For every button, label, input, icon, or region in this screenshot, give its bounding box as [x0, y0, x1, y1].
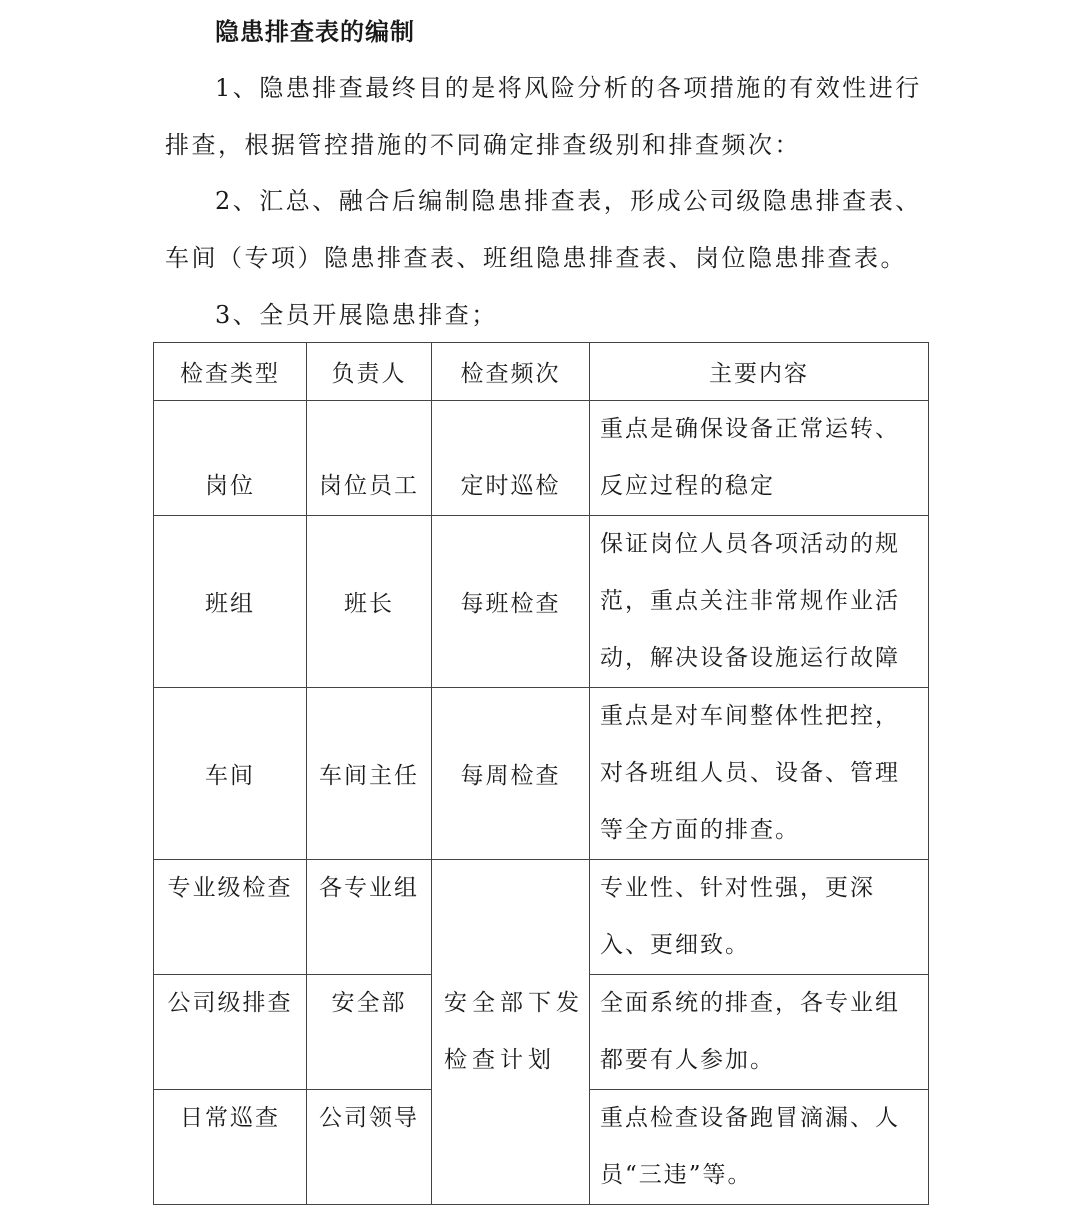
table-row	[154, 401, 929, 516]
cell-type: 专业级检查	[154, 860, 307, 975]
document-heading: 隐患排查表的编制	[215, 17, 415, 46]
cell-owner: 各专业组	[307, 860, 432, 975]
cell-frequency: 每周检查	[432, 688, 590, 860]
cell-content: 专业性、针对性强，更深入、更细致。	[590, 860, 929, 975]
header-content: 主要内容	[590, 343, 929, 401]
cell-frequency: 每班检查	[432, 516, 590, 688]
cell-content: 全面系统的排查，各专业组都要有人参加。	[590, 975, 929, 1090]
cell-type: 日常巡查	[154, 1090, 307, 1205]
cell-type: 车间	[154, 688, 307, 860]
cell-type: 岗位	[154, 401, 307, 516]
paragraph-1: 1、隐患排查最终目的是将风险分析的各项措施的有效性进行排查，根据管控措施的不同确定排查级别和排查频次：	[165, 74, 922, 159]
cell-type: 公司级排查	[154, 975, 307, 1090]
cell-owner: 安全部	[307, 975, 432, 1090]
cell-owner: 公司领导	[307, 1090, 432, 1205]
table-row	[154, 516, 929, 688]
table-header-row	[154, 343, 929, 401]
cell-frequency-merged: 安全部下发检查计划	[432, 860, 590, 1205]
cell-content: 重点检查设备跑冒滴漏、人员“三违”等。	[590, 1090, 929, 1205]
cell-type: 班组	[154, 516, 307, 688]
cell-content: 保证岗位人员各项活动的规范，重点关注非常规作业活动，解决设备设施运行故障	[590, 516, 929, 688]
paragraph-3: 3、全员开展隐患排查；	[215, 301, 498, 329]
header-frequency: 检查频次	[432, 343, 590, 401]
table-row	[154, 688, 929, 860]
cell-content: 重点是对车间整体性把控，对各班组人员、设备、管理等全方面的排查。	[590, 688, 929, 860]
cell-owner: 岗位员工	[307, 401, 432, 516]
paragraph-2: 2、汇总、融合后编制隐患排查表，形成公司级隐患排查表、车间（专项）隐患排查表、班组隐患排查表、岗位隐患排查表。	[165, 187, 922, 272]
inspection-table	[153, 342, 929, 1205]
header-owner: 负责人	[307, 343, 432, 401]
cell-owner: 车间主任	[307, 688, 432, 860]
cell-owner: 班长	[307, 516, 432, 688]
cell-content: 重点是确保设备正常运转、反应过程的稳定	[590, 401, 929, 516]
header-type: 检查类型	[154, 343, 307, 401]
table-row	[154, 860, 929, 975]
cell-frequency: 定时巡检	[432, 401, 590, 516]
